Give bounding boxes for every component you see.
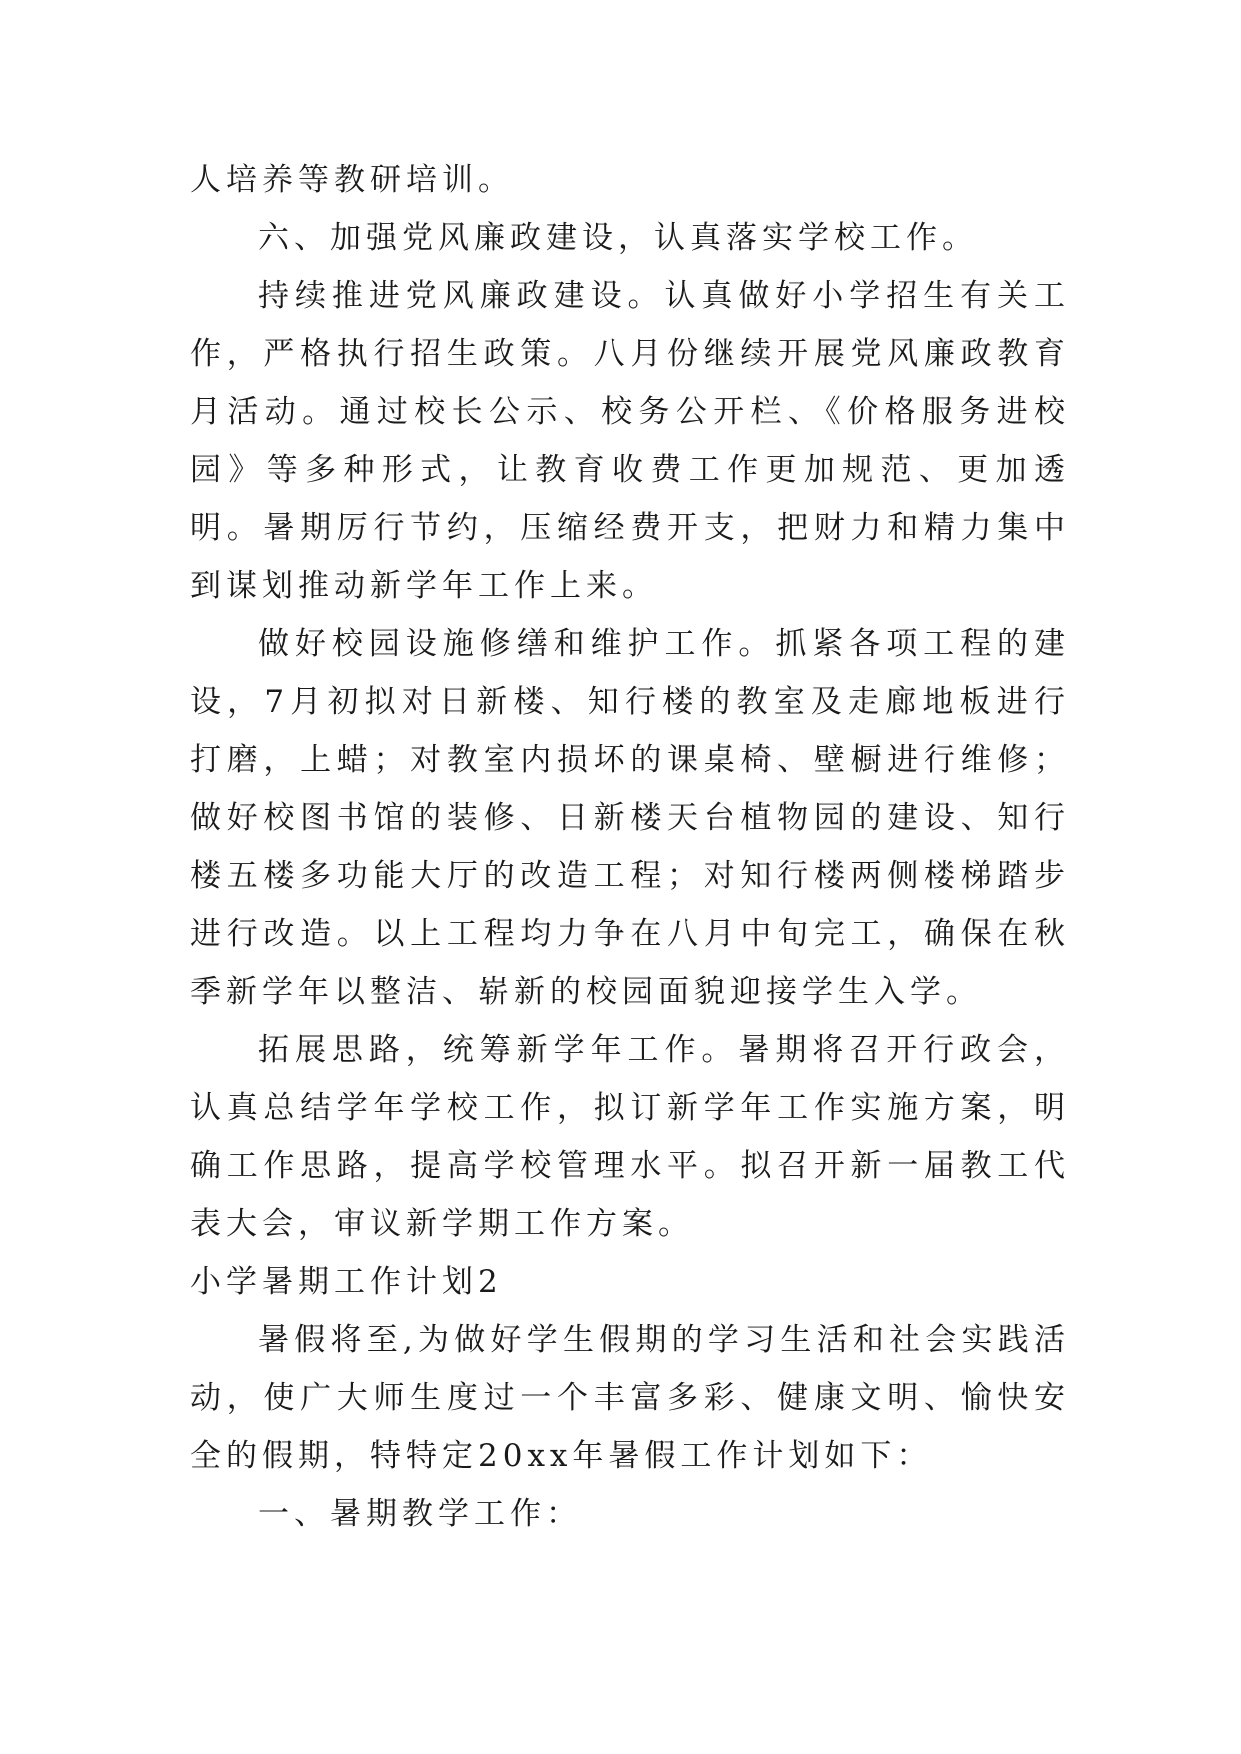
section-heading-six: 六、加强党风廉政建设，认真落实学校工作。 (258, 220, 978, 256)
paragraph-new-school-year: 拓展思路，统筹新学年工作。暑期将召开行政会，认真总结学年学校工作，拟订新学年工作实施方案，明确工作思路，提高学校管理水平。拟召开新一届教工代表大会，审议新学期工作方案。 (190, 1032, 1070, 1242)
document-subtitle: 小学暑期工作计划2 (190, 1264, 503, 1300)
document-body (190, 151, 1070, 1543)
section-heading-one: 一、暑期教学工作： (258, 1496, 582, 1532)
paragraph-continuation: 人培养等教研培训。 (190, 162, 514, 198)
paragraph-summer-intro: 暑假将至,为做好学生假期的学习生活和社会实践活动，使广大师生度过一个丰富多彩、健康文明、愉快安全的假期，特特定20xx年暑假工作计划如下： (190, 1322, 1070, 1474)
paragraph-party-integrity: 持续推进党风廉政建设。认真做好小学招生有关工作，严格执行招生政策。八月份继续开展党风廉政教育月活动。通过校长公示、校务公开栏、《价格服务进校园》等多种形式，让教育收费工作更加规范、更加透明。暑期厉行节约，压缩经费开支，把财力和精力集中到谋划推动新学年工作上来。 (190, 278, 1070, 604)
paragraph-facility-maintenance: 做好校园设施修缮和维护工作。抓紧各项工程的建设，7月初拟对日新楼、知行楼的教室及走廊地板进行打磨，上蜡；对教室内损坏的课桌椅、壁橱进行维修；做好校图书馆的装修、日新楼天台植物园的建设、知行楼五楼多功能大厅的改造工程；对知行楼两侧楼梯踏步进行改造。以上工程均力争在八月中旬完工，确保在秋季新学年以整洁、崭新的校园面貌迎接学生入学。 (190, 626, 1070, 1010)
